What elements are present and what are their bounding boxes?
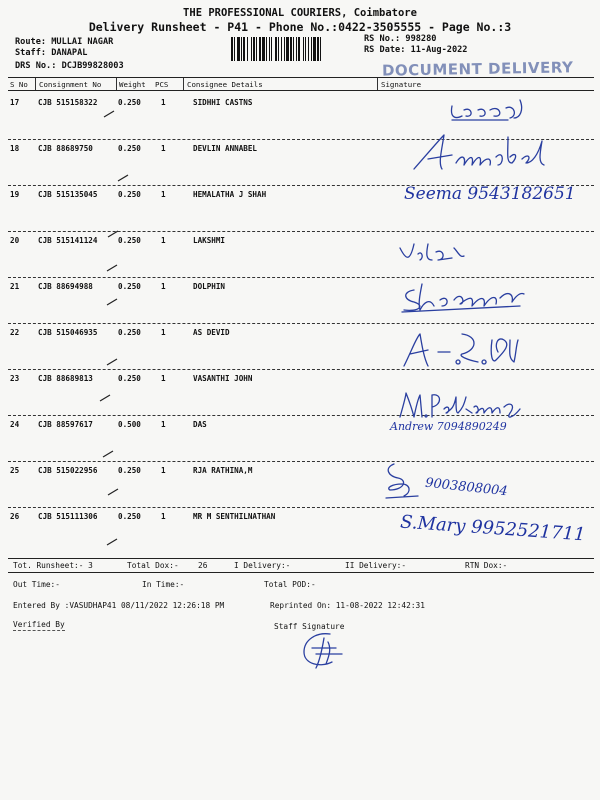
signature-row-18: [408, 133, 548, 175]
row-consignment-no: CJB 515111306: [38, 512, 98, 521]
row-weight: 0.250: [118, 236, 141, 245]
staff-signature-label: Staff Signature: [274, 622, 345, 631]
ii-delivery: II Delivery:-: [345, 561, 407, 570]
row-sno: 21: [10, 282, 20, 291]
row-pcs: 1: [161, 190, 166, 199]
verified-by: Verified By: [13, 620, 65, 629]
signature-row-23: [398, 389, 528, 419]
row-consignment-no: CJB 515141124: [38, 236, 98, 245]
row-sno: 19: [10, 190, 20, 199]
row-consignee: DOLPHIN: [193, 282, 226, 291]
row-weight: 0.250: [118, 282, 141, 291]
row-weight: 0.250: [118, 374, 141, 383]
reprinted-on: Reprinted On: 11-08-2022 12:42:31: [270, 601, 425, 610]
total-pod: Total POD:-: [264, 580, 316, 589]
check-mark-icon: [106, 298, 118, 306]
row-weight: 0.250: [118, 98, 141, 107]
row-weight: 0.250: [118, 190, 141, 199]
col-divider: [377, 78, 378, 90]
row-consignee: RJA RATHINA,M: [193, 466, 253, 475]
staff-label: Staff: DANAPAL: [15, 48, 88, 58]
col-pcs: PCS: [155, 80, 169, 89]
row-consignment-no: CJB 515046935: [38, 328, 98, 337]
row-consignment-no: CJB 515158322: [38, 98, 98, 107]
signature-row-17: [448, 96, 528, 126]
i-delivery: I Delivery:-: [234, 561, 291, 570]
total-dox-value: 26: [198, 561, 208, 570]
row-consignment-no: CJB 88689750: [38, 144, 93, 153]
row-consignment-no: CJB 88694988: [38, 282, 93, 291]
row-pcs: 1: [161, 144, 166, 153]
row-pcs: 1: [161, 466, 166, 475]
check-mark-icon: [106, 538, 118, 546]
signature-row-20: [396, 238, 466, 266]
row-consignee: HEMALATHA J SHAH: [193, 190, 267, 199]
row-consignee: DAS: [193, 420, 207, 429]
entered-by: Entered By :VASUDHAP41 08/11/2022 12:26:18 PM: [13, 601, 225, 610]
row-sno: 23: [10, 374, 20, 383]
col-divider: [35, 78, 36, 90]
route-label: Route: MULLAI NAGAR: [15, 37, 114, 47]
row-pcs: 1: [161, 328, 166, 337]
row-separator: [8, 231, 594, 232]
row-consignee: VASANTHI JOHN: [193, 374, 253, 383]
col-divider: [183, 78, 184, 90]
signature-row-21: [400, 280, 530, 314]
signature-row-24: Andrew 7094890249: [390, 420, 507, 433]
check-mark-icon: [102, 450, 114, 458]
row-consignment-no: CJB 515135045: [38, 190, 98, 199]
check-mark-icon: [106, 264, 118, 272]
total-dox-label: Total Dox:-: [127, 561, 179, 570]
row-separator: [8, 461, 594, 462]
row-consignment-no: CJB 88597617: [38, 420, 93, 429]
check-mark-icon: [106, 358, 118, 366]
row-pcs: 1: [161, 512, 166, 521]
col-weight: Weight: [119, 80, 146, 89]
barcode: [231, 37, 354, 61]
staff-signature: [298, 628, 346, 670]
header-rule: [8, 90, 594, 91]
row-sno: 26: [10, 512, 20, 521]
document-delivery-stamp: DOCUMENT DELIVERY: [381, 58, 574, 80]
check-mark-icon: [99, 394, 111, 402]
row-pcs: 1: [161, 282, 166, 291]
row-consignee: MR M SENTHILNATHAN: [193, 512, 276, 521]
rtn-dox: RTN Dox:-: [465, 561, 508, 570]
col-consignment: Consignment No: [39, 80, 102, 89]
company-title: THE PROFESSIONAL COURIERS, Coimbatore: [183, 7, 417, 19]
row-pcs: 1: [161, 374, 166, 383]
signature-row-26: S.Mary 9952521711: [399, 511, 587, 546]
drs-number: DRS No.: DCJB99828003: [15, 61, 124, 71]
runsheet-title: Delivery Runsheet - P41 - Phone No.:0422-3505555 - Page No.:3: [88, 20, 512, 34]
row-pcs: 1: [161, 98, 166, 107]
row-weight: 0.500: [118, 420, 141, 429]
row-separator: [8, 277, 594, 278]
col-signature: Signature: [381, 80, 422, 89]
signature-row-19: Seema 9543182651: [404, 184, 576, 204]
row-consignee: SIDHHI CASTNS: [193, 98, 253, 107]
row-sno: 24: [10, 420, 20, 429]
row-sno: 22: [10, 328, 20, 337]
row-consignee: AS DEVID: [193, 328, 230, 337]
row-pcs: 1: [161, 236, 166, 245]
col-sno: S No: [10, 80, 28, 89]
check-mark-icon: [117, 174, 129, 182]
row-sno: 17: [10, 98, 20, 107]
row-consignee: LAKSHMI: [193, 236, 226, 245]
row-sno: 20: [10, 236, 20, 245]
row-sno: 18: [10, 144, 20, 153]
in-time: In Time:-: [142, 580, 185, 589]
row-separator: [8, 507, 594, 508]
check-mark-icon: [107, 488, 119, 496]
header-rule: [8, 77, 594, 78]
row-sno: 25: [10, 466, 20, 475]
row-weight: 0.250: [118, 466, 141, 475]
col-divider: [116, 78, 117, 90]
row-separator: [8, 323, 594, 324]
row-weight: 0.250: [118, 512, 141, 521]
table-row: [0, 420, 600, 466]
rs-date: RS Date: 11-Aug-2022: [364, 45, 468, 55]
signature-row-22: [398, 330, 528, 370]
check-mark-icon: [103, 110, 115, 118]
col-consignee: Consignee Details: [187, 80, 263, 89]
row-weight: 0.250: [118, 328, 141, 337]
rs-number: RS No.: 998280: [364, 34, 437, 44]
table-row: [0, 236, 600, 282]
signature-row-25-number: 9003808004: [424, 475, 509, 500]
row-consignee: DEVLIN ANNABEL: [193, 144, 258, 153]
out-time: Out Time:-: [13, 580, 60, 589]
totals-bottom-rule: [8, 572, 594, 573]
totals-top-rule: [8, 558, 594, 559]
row-consignment-no: CJB 88689813: [38, 374, 93, 383]
row-consignment-no: CJB 515022956: [38, 466, 98, 475]
row-weight: 0.250: [118, 144, 141, 153]
table-row: [0, 466, 600, 512]
row-pcs: 1: [161, 420, 166, 429]
total-runsheet: Tot. Runsheet:- 3: [13, 561, 93, 570]
signature-row-25-mark: [382, 458, 422, 500]
